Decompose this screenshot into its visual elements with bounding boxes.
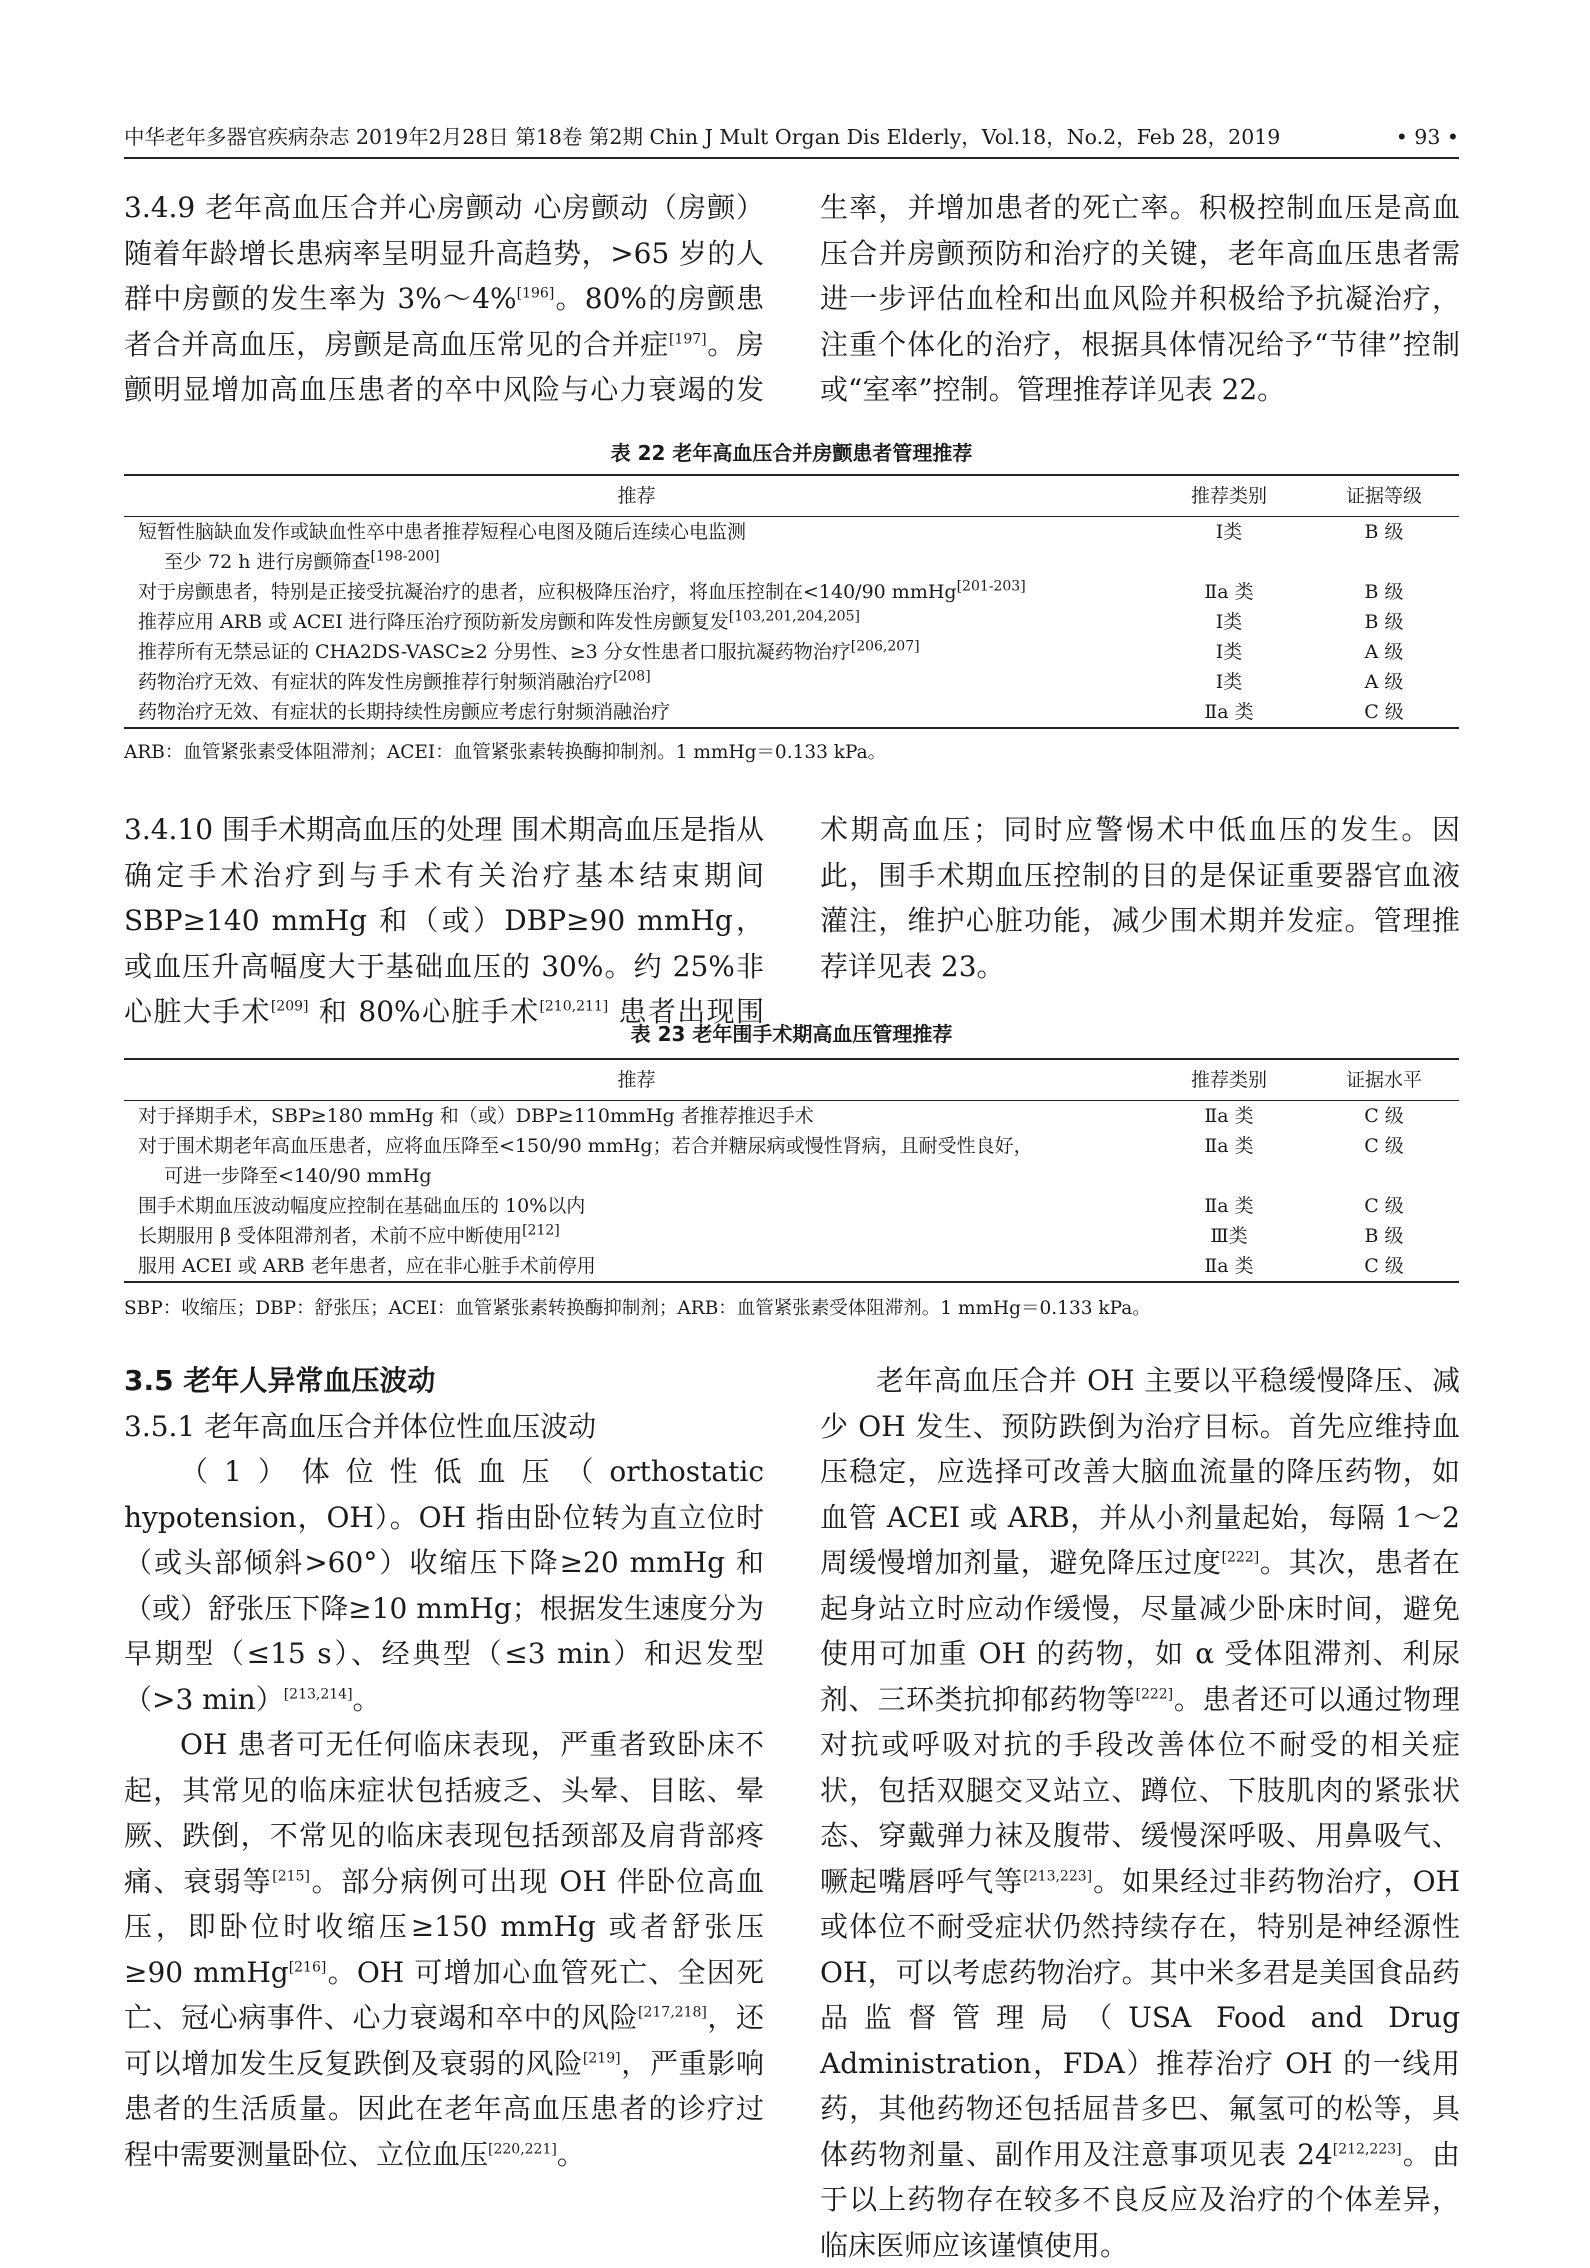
recommendation-continuation-line <box>138 547 1149 577</box>
body-paragraph <box>124 1449 764 1722</box>
body-text: 生率，并增加患者的死亡率。积极控制血压是高血压合并房颤预防和治疗的关键，老年高血压患者需进一步评估血栓和出血风险并积极给予抗凝治疗，注重个体化的治疗，根据具体情况给予“节律”控制或“室率”控制。管理推荐详见表 22。 <box>820 191 1460 406</box>
table-row <box>124 1191 1459 1221</box>
body-text: （1）体位性低血压（orthostatic hypotension，OH）。OH 指由卧位转为直立位时（或头部倾斜>60°）收缩压下降≥20 mmHg 和（或）舒张压下降≥10 mmHg；根据发生速度分为早期型（≤15 s）、经典型（≤3 min）和迟发型（>3 min） <box>124 1455 764 1716</box>
citation: [201-203] <box>956 578 1026 595</box>
citation: [222] <box>1135 1686 1174 1703</box>
body-text: OH 患者可无任何临床表现，严重者致卧床不起，其常见的临床症状包括疲乏、头晕、目眩、晕厥、跌倒，不常见的临床表现包括颈部及肩背部疼痛、衰弱等 <box>124 1728 764 1898</box>
column-header: 推荐 <box>124 475 1149 517</box>
body-text: 。部分病例可出现 OH 伴卧位高血压，即卧位时收缩压≥150 mmHg 或者舒张压≥90 mmHg <box>124 1864 764 1989</box>
body-text: 围术期高血压是指从确定手术治疗到与手术有关治疗基本结束期间 SBP≥140 mmHg 和（或）DBP≥90 mmHg，或血压升高幅度大于基础血压的 30%。约 25%非心脏大手术 <box>124 813 764 1028</box>
recommendation-cell <box>124 607 1149 637</box>
citation: [209] <box>270 998 309 1015</box>
evidence-level: A 级 <box>1364 641 1404 663</box>
citation: [197] <box>668 331 707 348</box>
table-row <box>124 667 1459 697</box>
section-heading: 3.5 老年人异常血压波动 <box>124 1364 436 1397</box>
table-23-caption: 表 23 老年围手术期高血压管理推荐 <box>630 1022 953 1046</box>
body-paragraph <box>820 1358 1460 2268</box>
body-text: 。其次，患者在起身站立时应动作缓慢，尽量减少卧床时间，避免使用可加重 OH 的药物，如 α 受体阻滞剂、利尿剂、三环类抗抑郁药物等 <box>820 1546 1460 1716</box>
table-23 <box>124 1058 1459 1283</box>
table-22-footnote: ARB：血管紧张素受体阻滞剂；ACEI：血管紧张素转换酶抑制剂。1 mmHg＝0.133 kPa。 <box>124 742 887 763</box>
table-row <box>124 697 1459 728</box>
body-text: 。 <box>556 2137 585 2171</box>
table-row <box>124 1131 1459 1191</box>
body-paragraph <box>124 1722 764 2177</box>
body-text: 患者出现围 <box>618 995 764 1028</box>
recommendation-cell <box>124 667 1149 697</box>
recommendation-continuation: 可进一步降至<140/90 mmHg <box>164 1165 432 1187</box>
table-row <box>124 517 1459 578</box>
table-22-caption: 表 22 老年高血压合并房颤患者管理推荐 <box>610 441 973 465</box>
recommendation-class: Ⅰ类 <box>1215 611 1243 633</box>
recommendation-cell <box>124 1251 1149 1282</box>
citation: [103,201,204,205] <box>728 608 860 625</box>
body-text: 心房颤动（房颤）随着年龄增长患病率呈明显升高趋势，>65 岁的人群中房颤的发生率为 3%～4% <box>124 191 764 315</box>
evidence-level: A 级 <box>1364 671 1404 693</box>
body-text: 老年高血压合并 OH 主要以平稳缓慢降压、减少 OH 发生、预防跌倒为治疗目标。首先应维持血压稳定，应选择可改善大脑血流量的降压药物，如血管 ACEI 或 ARB，并从小剂量起始，每隔 1～2 周缓慢增加剂量，避免降压过度 <box>820 1364 1460 1579</box>
recommendation-class: Ⅱa 类 <box>1204 1105 1254 1127</box>
section-3-4-10-paragraph <box>820 807 1460 989</box>
evidence-level: C 级 <box>1364 1105 1404 1127</box>
citation: [216] <box>288 1959 327 1976</box>
evidence-level: C 级 <box>1364 1195 1404 1217</box>
recommendation-cell <box>124 1191 1149 1221</box>
citation: [217,218] <box>638 2004 707 2021</box>
body-text: 术期高血压；同时应警惕术中低血压的发生。因此，围手术期血压控制的目的是保证重要器官血液灌注，维护心脏功能，减少围术期并发症。管理推荐详见表 23。 <box>820 813 1460 983</box>
recommendation-class: Ⅱa 类 <box>1204 1135 1254 1157</box>
recommendation-cell <box>124 637 1149 667</box>
body-text: 和 80%心脏手术 <box>308 995 540 1028</box>
table-row <box>124 577 1459 607</box>
table-row <box>124 1101 1459 1132</box>
citation: [215] <box>272 1868 310 1885</box>
recommendation-text: 推荐应用 ARB 或 ACEI 进行降压治疗预防新发房颤和阵发性房颤复发 <box>138 611 729 633</box>
section-3-4-10-right <box>820 807 1460 1035</box>
recommendation-class: Ⅱa 类 <box>1204 1195 1254 1217</box>
citation: [212] <box>522 1222 560 1239</box>
recommendation-text: 围手术期血压波动幅度应控制在基础血压的 10%以内 <box>138 1195 586 1217</box>
table-22 <box>124 474 1459 729</box>
body-text: 。由于以上药物存在较多不良反应及治疗的个体差异，临床医师应该谨慎使用。 <box>820 2137 1460 2262</box>
citation: [212,223] <box>1332 2141 1402 2158</box>
evidence-level: C 级 <box>1364 1135 1404 1157</box>
body-text: ，严重影响患者的生活质量。因此在老年高血压患者的诊疗过程中需要测量卧位、立位血压 <box>124 2046 764 2171</box>
citation: [213,223] <box>1023 1868 1093 1885</box>
journal-citation: 中华老年多器官疾病杂志 2019年2月28日 第18卷 第2期 Chin J Mult Organ Dis Elderly，Vol.18，No.2，Feb 28，2019 <box>124 125 1281 149</box>
table-row <box>124 1251 1459 1282</box>
body-text: 。如果经过非药物治疗，OH 或体位不耐受症状仍然持续存在，特别是神经源性 OH，可以考虑药物治疗。其中米多君是美国食品药品监督管理局（USA Food and Drug Administration，FDA）推荐治疗 OH 的一线用药，其他药物还包括屈昔多巴、氟氢可的松等，具体药物剂量、副作用及注意事项见表 24 <box>820 1864 1460 2171</box>
recommendation-text: 对于房颤患者，特别是正接受抗凝治疗的患者，应积极降压治疗，将血压控制在<140/90 mmHg <box>138 581 957 603</box>
body-text: 。患者还可以通过物理对抗或呼吸对抗的手段改善体位不耐受的相关症状，包括双腿交叉站立、蹲位、下肢肌肉的紧张状态、穿戴弹力袜及腹带、缓慢深呼吸、用鼻吸气、噘起嘴唇呼气等 <box>820 1682 1460 1898</box>
recommendation-continuation: 至少 72 h 进行房颤筛查 <box>164 551 371 573</box>
recommendation-text: 服用 ACEI 或 ARB 老年患者，应在非心脏手术前停用 <box>138 1255 596 1277</box>
section-3-5-left <box>124 1358 764 2177</box>
recommendation-class: Ⅰ类 <box>1215 671 1243 693</box>
section-3-4-9-left <box>124 185 764 413</box>
citation: [213,214] <box>283 1686 353 1703</box>
section-3-4-9-paragraph <box>124 185 764 413</box>
evidence-level: B 级 <box>1364 1225 1404 1247</box>
table-row <box>124 607 1459 637</box>
body-text: 。80%的房颤患者合并高血压，房颤是高血压常见的合并症 <box>124 282 764 361</box>
section-3-4-10-paragraph <box>124 807 764 1035</box>
running-header <box>124 118 1459 156</box>
recommendation-text: 对于围术期老年高血压患者，应将血压降至<150/90 mmHg；若合并糖尿病或慢性肾病，且耐受性良好， <box>138 1135 1033 1157</box>
table-23-footnote: SBP：收缩压；DBP：舒张压；ACEI：血管紧张素转换酶抑制剂；ARB：血管紧张素受体阻滞剂。1 mmHg＝0.133 kPa。 <box>124 1298 1151 1319</box>
recommendation-cell <box>124 517 1149 578</box>
citation: [219] <box>582 2050 621 2067</box>
page-number: • 93 • <box>1395 125 1459 149</box>
evidence-level: B 级 <box>1364 521 1404 543</box>
citation: [210,211] <box>539 998 609 1015</box>
section-heading: 3.4.9 老年高血压合并心房颤动 <box>124 191 524 224</box>
column-header: 推荐类别 <box>1149 1059 1309 1101</box>
recommendation-text: 长期服用 β 受体阻滞剂者，术前不应中断使用 <box>138 1225 523 1247</box>
section-3-4-10-left <box>124 807 764 1035</box>
citation: [208] <box>613 668 651 685</box>
recommendation-cell <box>124 577 1149 607</box>
subsection-heading: 3.5.1 老年高血压合并体位性血压波动 <box>124 1409 597 1443</box>
section-heading: 3.4.10 围手术期高血压的处理 <box>124 813 503 846</box>
citation: [206,207] <box>850 638 920 655</box>
citation: [196] <box>516 285 555 302</box>
recommendation-class: Ⅲ类 <box>1210 1225 1248 1247</box>
body-text: 。房颤明显增加高血压患者的卒中风险与心力衰竭的发 <box>124 327 764 406</box>
recommendation-cell <box>124 1221 1149 1251</box>
evidence-level: B 级 <box>1364 581 1404 603</box>
column-header: 证据等级 <box>1309 475 1459 517</box>
evidence-level: C 级 <box>1309 1251 1459 1282</box>
evidence-level: B 级 <box>1364 611 1404 633</box>
recommendation-class: Ⅰ类 <box>1215 641 1243 663</box>
column-header: 证据水平 <box>1309 1059 1459 1101</box>
table-row <box>124 1221 1459 1251</box>
recommendation-text: 推荐所有无禁忌证的 CHA2DS-VASC≥2 分男性、≥3 分女性患者口服抗凝药物治疗 <box>138 641 851 663</box>
recommendation-text: 药物治疗无效、有症状的长期持续性房颤应考虑行射频消融治疗 <box>138 701 671 723</box>
column-header: 推荐类别 <box>1149 475 1309 517</box>
column-header: 推荐 <box>124 1059 1149 1101</box>
recommendation-class: Ⅱa 类 <box>1204 581 1254 603</box>
recommendation-text: 对于择期手术，SBP≥180 mmHg 和（或）DBP≥110mmHg 者推荐推迟手术 <box>138 1105 814 1127</box>
recommendation-cell <box>124 1131 1149 1191</box>
body-text: 。 <box>352 1682 381 1716</box>
recommendation-class: Ⅰ类 <box>1215 521 1243 543</box>
recommendation-text: 短暂性脑缺血发作或缺血性卒中患者推荐短程心电图及随后连续心电监测 <box>138 521 747 543</box>
recommendation-text: 药物治疗无效、有症状的阵发性房颤推荐行射频消融治疗 <box>138 671 614 693</box>
section-3-4-9-paragraph <box>820 185 1460 413</box>
evidence-level: C 级 <box>1309 697 1459 728</box>
section-3-5-right <box>820 1358 1460 2268</box>
recommendation-class: Ⅱa 类 <box>1149 1251 1309 1282</box>
table-row <box>124 637 1459 667</box>
body-text: 。OH 可增加心血管死亡、全因死亡、冠心病事件、心力衰竭和卒中的风险 <box>124 1955 765 2034</box>
citation: [222] <box>1221 1549 1260 1566</box>
section-3-4-9-right <box>820 185 1460 413</box>
citation: [198-200] <box>370 548 440 565</box>
recommendation-cell <box>124 697 1149 728</box>
recommendation-class: Ⅱa 类 <box>1149 697 1309 728</box>
citation: [220,221] <box>488 2141 557 2158</box>
recommendation-cell <box>124 1101 1149 1132</box>
header-rule <box>124 157 1459 159</box>
body-text: ，还可以增加发生反复跌倒及衰弱的风险 <box>124 2001 764 2080</box>
